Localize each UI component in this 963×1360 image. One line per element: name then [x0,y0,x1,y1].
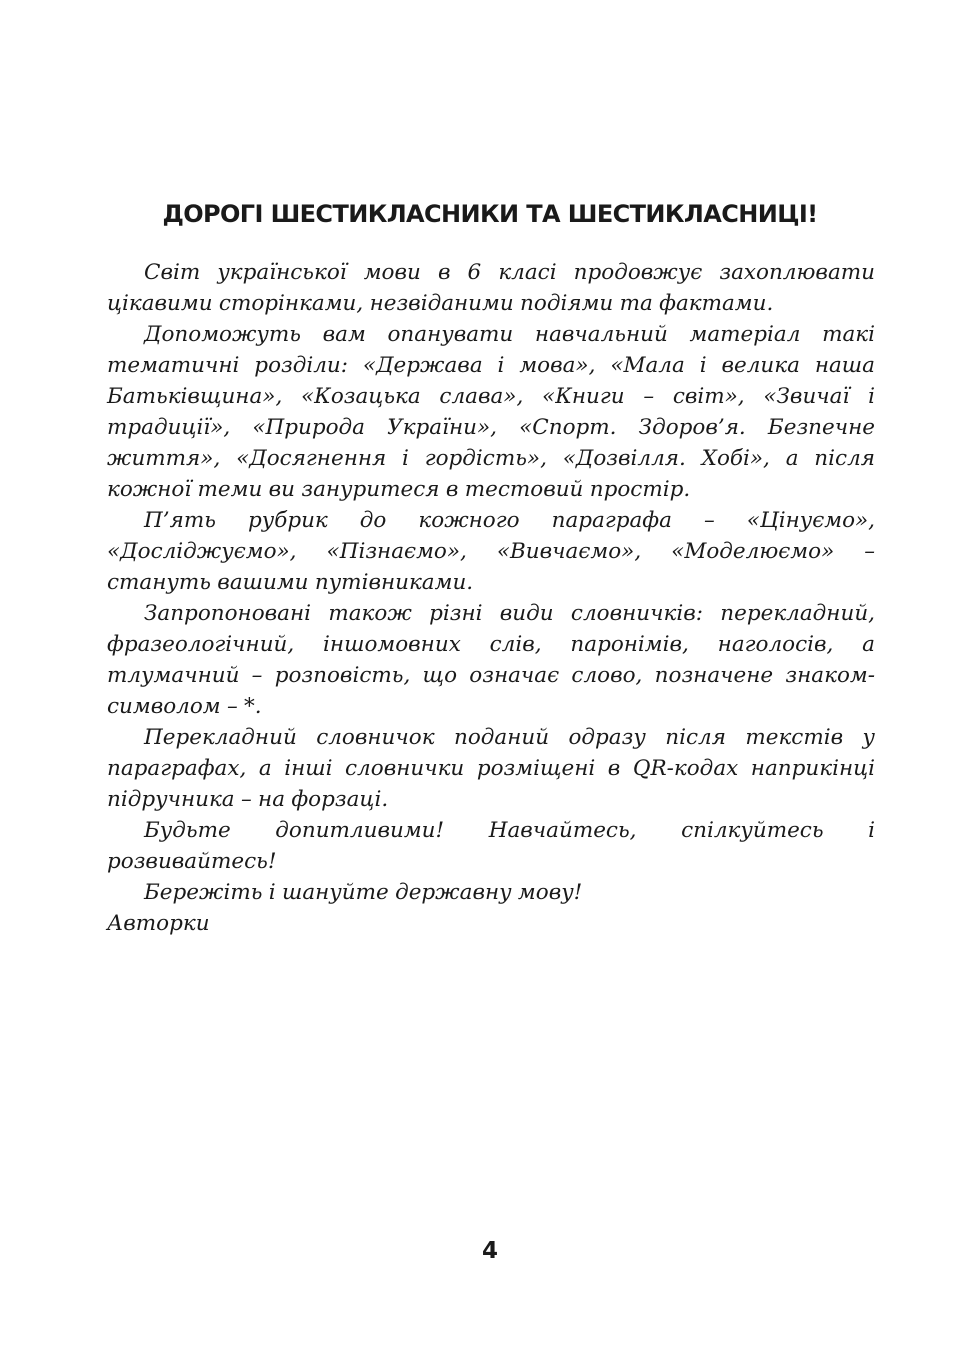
paragraph-intro: Світ української мови в 6 класі продовжує захоплювати цікавими сторінками, незвіданими подіями та фактами. [107,260,875,316]
paragraph-qr-codes: Перекладний словничок поданий одразу після текстів у параграфах, а інші словнички розміщені в QR-кодах наприкінці підручника – на форзаці. [107,725,875,812]
signature: Авторки [107,911,210,936]
paragraph-dictionaries: Запропоновані також різні види словничків: перекладний, фразеологічний, іншомовних слів, паронімів, наголосів, а тлумачний – розповість, що означає слово, позначене знаком-символом – *. [107,601,875,719]
paragraph-encouragement: Будьте допитливими! Навчайтесь, спілкуйтесь і розвивайтесь! [107,818,875,874]
foreword-body [107,257,875,939]
paragraph-language: Бережіть і шануйте державну мову! [144,880,583,905]
page-number: 4 [481,1238,498,1264]
paragraph-sections: Допоможуть вам опанувати навчальний матеріал такі тематичні розділи: «Держава і мова», «Мала і велика наша Батьківщина», «Козацька слава», «Книги – світ», «Звичаї і традиції», «Природа України», «Спорт. Здоров’я. Безпечне життя», «Досягнення і гордість», «Дозвілля. Хобі», а після кожної теми ви зануритеся в тестовий простір. [107,322,875,502]
page-heading: ДОРОГІ ШЕСТИКЛАСНИКИ ТА ШЕСТИКЛАСНИЦІ! [162,200,818,228]
paragraph-rubrics: П’ять рубрик до кожного параграфа – «Цінуємо», «Досліджуємо», «Пізнаємо», «Вивчаємо», «Моделюємо» – стануть вашими путівниками. [107,508,875,595]
